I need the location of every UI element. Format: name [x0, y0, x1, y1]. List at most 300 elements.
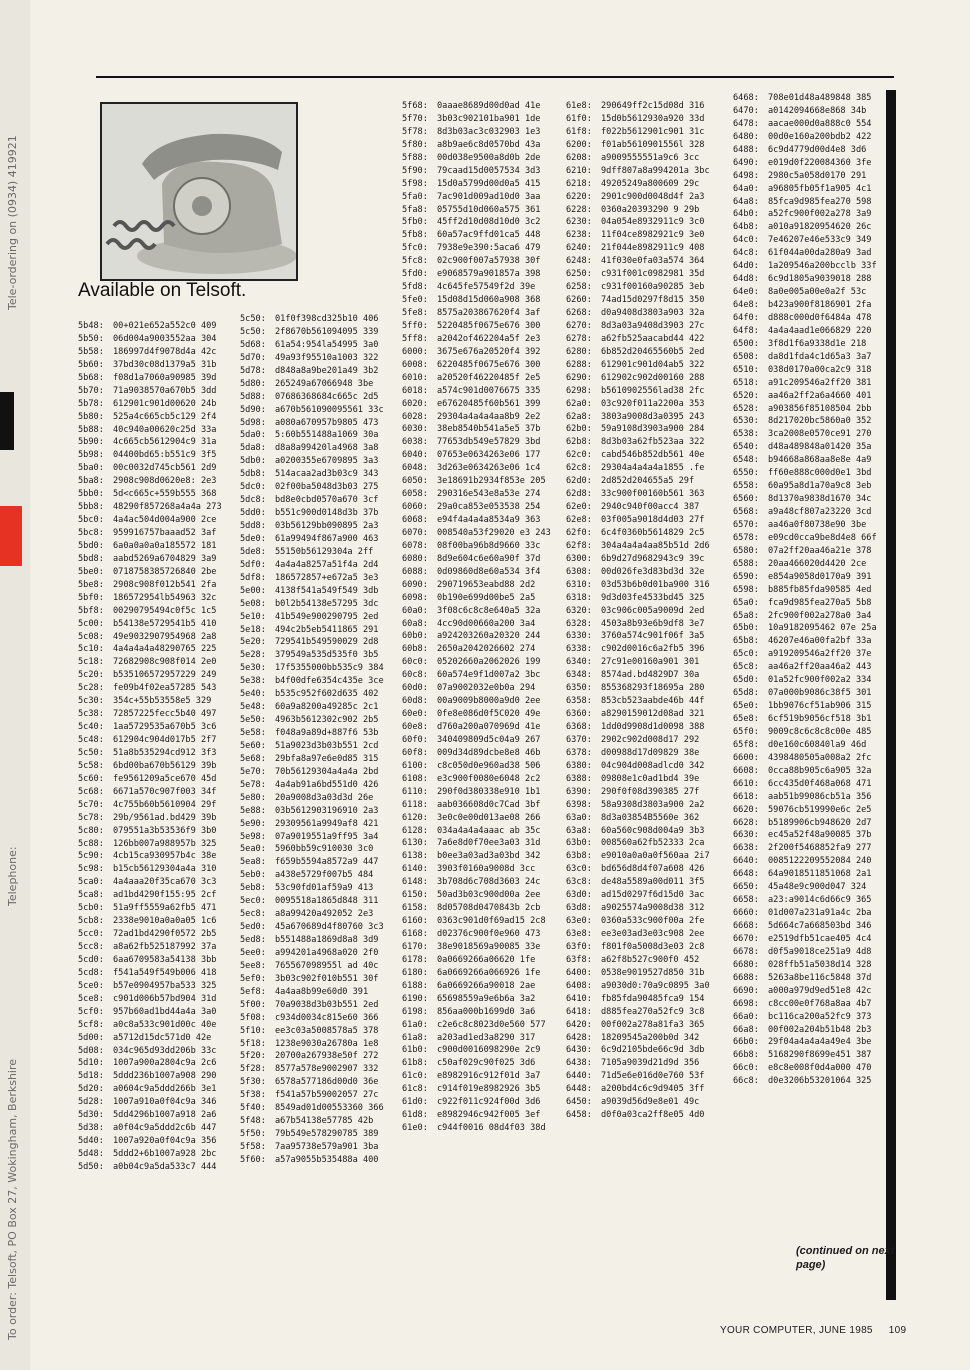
- line-address: 5b78:: [78, 398, 104, 409]
- line-code: 8d3b03a62fb523aa 322: [601, 437, 705, 448]
- line-address: 6540:: [733, 442, 759, 453]
- line-address: 6638:: [733, 843, 759, 854]
- line-address: 5c98:: [78, 864, 104, 875]
- line-address: 6508:: [733, 351, 759, 362]
- strip-red-mark: [0, 506, 22, 566]
- line-address: 5c60:: [78, 773, 104, 784]
- listing-line: [78, 838, 236, 851]
- line-code: 8d3a03854B5560e 362: [601, 812, 700, 823]
- listing-line: [733, 144, 893, 157]
- line-address: 65f8:: [733, 739, 759, 750]
- listing-line: [733, 907, 893, 920]
- listing-line: [402, 682, 567, 695]
- line-code: aacae000d0a888c0 554: [768, 118, 872, 129]
- line-address: 66b0:: [733, 1037, 759, 1048]
- listing-line: [733, 959, 893, 972]
- line-code: 07a000b9086c38f5 301: [768, 688, 872, 699]
- listing-line: [566, 760, 736, 773]
- listing-line: [78, 928, 236, 941]
- listing-line: [78, 1057, 236, 1070]
- line-code: 3e0c0e00d013ae08 266: [437, 812, 541, 823]
- line-address: 5d50:: [78, 1161, 104, 1172]
- line-code: 59076cb519990e6c 2e5: [768, 804, 872, 815]
- line-code: da8d1fda4c1d65a3 3a7: [768, 351, 872, 362]
- line-code: d0e160c60840la9 46d: [768, 739, 867, 750]
- line-code: b5189906cb948620 2d7: [768, 817, 872, 828]
- line-address: 6108:: [402, 773, 428, 784]
- listing-line: [78, 631, 236, 644]
- listing-line: [733, 661, 893, 674]
- line-code: c50af029c90f025 3d6: [437, 1058, 536, 1069]
- line-code: f022b5612901c901 31c: [601, 126, 705, 137]
- listing-line: [240, 792, 405, 805]
- listing-line: [566, 255, 736, 268]
- listing-line: [566, 786, 736, 799]
- listing-line: [240, 999, 405, 1012]
- line-address: 6480:: [733, 131, 759, 142]
- listing-line: [733, 196, 893, 209]
- listing-line: [240, 960, 405, 973]
- listing-line: [78, 876, 236, 889]
- line-code: b885fb85fda90585 4ed: [768, 584, 872, 595]
- listing-line: [240, 649, 405, 662]
- line-address: 5f10:: [240, 1025, 266, 1036]
- listing-line: [240, 805, 405, 818]
- line-address: 5c38:: [78, 709, 104, 720]
- line-address: 6210:: [566, 165, 592, 176]
- line-address: 5c80:: [78, 825, 104, 836]
- line-address: 6620:: [733, 804, 759, 815]
- listing-line: [402, 229, 567, 242]
- listing-line: [402, 501, 567, 514]
- listing-line: [733, 377, 893, 390]
- line-code: 008540a53f29020 e3 243: [437, 527, 551, 538]
- line-address: 64d8:: [733, 274, 759, 285]
- listing-line: [240, 1076, 405, 1089]
- binding-strip: [0, 0, 30, 1370]
- listing-line: [566, 488, 736, 501]
- line-address: 5fa0:: [402, 191, 428, 202]
- line-address: 6500:: [733, 338, 759, 349]
- line-address: 6398:: [566, 799, 592, 810]
- listing-line: [566, 281, 736, 294]
- line-code: a9a48cf807a23220 3cd: [768, 507, 872, 517]
- line-code: 354c+55b53558e5 329: [113, 696, 212, 707]
- line-code: 01a52fc900f002a2 334: [768, 675, 872, 686]
- listing-line: [566, 126, 736, 139]
- listing-line: [240, 1038, 405, 1051]
- line-address: 6278:: [566, 333, 592, 344]
- line-address: 5b98:: [78, 450, 104, 461]
- line-code: 41f030e0fa03a574 364: [601, 256, 705, 267]
- line-address: 5c00:: [78, 618, 104, 629]
- listing-line: [566, 307, 736, 320]
- listing-line: [402, 449, 567, 462]
- line-code: 03c920f011a2200a 353: [601, 398, 705, 409]
- line-code: 514acaa2ad3b03c9 343: [275, 469, 379, 480]
- listing-line: [240, 494, 405, 507]
- listing-line: [566, 372, 736, 385]
- line-address: 6238:: [566, 230, 592, 241]
- order-address-text: To order: Telsoft, PO Box 27, Wokingham, Berkshire: [6, 1058, 19, 1340]
- line-code: 02f00ba5048d3b03 275: [275, 482, 379, 493]
- listing-line: [78, 320, 236, 333]
- line-code: 41b549e900290795 2ed: [275, 611, 379, 622]
- line-address: 6550:: [733, 468, 759, 479]
- line-address: 6260:: [566, 295, 592, 306]
- listing-line: [78, 889, 236, 902]
- line-address: 5c50:: [240, 314, 266, 324]
- listing-line: [402, 605, 567, 618]
- line-code: b4f00dfe6354c435e 3ce: [275, 676, 384, 687]
- line-address: 66a8:: [733, 1024, 759, 1035]
- line-code: c944f0016 08d4f03 38d: [437, 1123, 546, 1134]
- line-code: a96805fb05f1a905 4c1: [768, 183, 872, 194]
- line-code: b0ee3a03ad3a03bd 342: [437, 851, 541, 862]
- line-address: 6168:: [402, 929, 428, 939]
- line-address: 6688:: [733, 972, 759, 983]
- line-code: 8d05708d0470843b 2cb: [437, 903, 541, 914]
- line-code: 8d1370a9838d1670 34c: [768, 494, 872, 505]
- line-address: 5f70:: [402, 113, 428, 124]
- line-address: 5f88:: [402, 152, 428, 163]
- line-code: 0aaae8689d00d0ad 41e: [437, 101, 541, 111]
- line-address: 5e50:: [240, 715, 266, 726]
- line-code: 38eb8540b541a5e5 37b: [437, 424, 541, 435]
- line-code: d00988d17d09829 38e: [601, 747, 700, 758]
- line-address: 6658:: [733, 895, 759, 906]
- listing-line: [402, 191, 567, 204]
- listing-line: [733, 454, 893, 467]
- line-address: 5d88:: [240, 391, 266, 402]
- line-code: 29304a4a4a4aa8b9 2e2: [437, 411, 541, 422]
- photo-caption: Available on Telsoft.: [78, 280, 247, 301]
- line-address: 61b8:: [402, 1058, 428, 1069]
- line-address: 6680:: [733, 959, 759, 970]
- listing-line: [566, 204, 736, 217]
- line-address: 65d8:: [733, 688, 759, 699]
- line-code: 290f0d380338e910 1b1: [437, 786, 541, 797]
- line-code: 70a9038d3b03b551 2ed: [275, 999, 379, 1010]
- line-code: fca9d985fea270a5 5b8: [768, 597, 872, 608]
- listing-line: [733, 881, 893, 894]
- line-code: a903856f85108504 2bb: [768, 403, 872, 414]
- line-address: 6628:: [733, 817, 759, 828]
- line-code: 20700a267938e50f 272: [275, 1051, 379, 1062]
- listing-line: [402, 760, 567, 773]
- line-code: 1a209546a200bcclb 33f: [768, 261, 877, 272]
- line-code: a0b04c9a5da533c7 444: [113, 1161, 217, 1172]
- line-address: 6068:: [402, 515, 428, 525]
- line-address: 6640:: [733, 856, 759, 867]
- line-address: 6340:: [566, 657, 592, 668]
- line-code: 29a0ca853e053538 254: [437, 502, 541, 513]
- line-code: 07a9002032e0b0a 294: [437, 683, 536, 694]
- line-address: 6190:: [402, 993, 428, 1004]
- line-code: 71d5e6e016d0e760 53f: [601, 1071, 705, 1082]
- listing-line: [240, 1025, 405, 1038]
- listing-line: [566, 139, 736, 152]
- listing-line: [733, 351, 893, 364]
- listing-line: [402, 307, 567, 320]
- listing-line: [78, 915, 236, 928]
- line-code: 5263a8be116c5848 37d: [768, 972, 872, 983]
- line-code: 48290f857268a4a4a 273: [113, 502, 222, 513]
- line-address: 6560:: [733, 494, 759, 505]
- line-code: 6aa6709583a54138 3bb: [113, 954, 217, 965]
- listing-line: [240, 662, 405, 675]
- line-address: 5f80:: [402, 139, 428, 150]
- line-address: 6448:: [566, 1084, 592, 1095]
- line-code: 6a0669266a90018 2ae: [437, 980, 536, 991]
- listing-line: [733, 933, 893, 946]
- listing-line: [240, 1115, 405, 1128]
- line-address: 6318:: [566, 592, 592, 603]
- line-code: 11f04ce8982921c9 3e0: [601, 230, 705, 241]
- line-address: 6298:: [566, 385, 592, 396]
- listing-line: [733, 325, 893, 338]
- line-code: 79caad15d0057534 3d3: [437, 165, 541, 176]
- line-code: fb85fda90485fca9 154: [601, 993, 705, 1004]
- listing-line: [402, 540, 567, 553]
- line-code: aa46a2ff20aa46a2 443: [768, 662, 872, 673]
- line-code: 03b56129bb090895 2a3: [275, 521, 379, 531]
- line-address: 5f30:: [240, 1077, 266, 1088]
- line-code: 17f5355000bb535c9 384: [275, 663, 384, 674]
- line-address: 6090:: [402, 579, 428, 590]
- listing-line: [733, 118, 893, 131]
- line-address: 64a0:: [733, 183, 759, 194]
- listing-line: [733, 635, 893, 648]
- listing-line: [566, 540, 736, 553]
- line-address: 6058:: [402, 489, 428, 500]
- line-code: d888c000d0f6484a 478: [768, 312, 872, 323]
- listing-line: [402, 204, 567, 217]
- line-code: 290316e543e8a53e 274: [437, 489, 541, 500]
- line-address: 63a8:: [566, 825, 592, 836]
- listing-line: [733, 247, 893, 260]
- listing-line: [240, 908, 405, 921]
- listing-line: [402, 462, 567, 475]
- line-address: 66a0:: [733, 1011, 759, 1022]
- listing-line: [566, 501, 736, 514]
- line-address: 5cc8:: [78, 942, 104, 952]
- listing-line: [402, 773, 567, 786]
- line-code: 64a9018511851068 2a1: [768, 869, 872, 880]
- line-code: 4a4aaa20f35ca670 3c3: [113, 877, 217, 888]
- line-code: 2902c902d008d17 292: [601, 734, 700, 745]
- line-code: 05202660a2062026 199: [437, 657, 541, 668]
- line-code: 01d007a231a91a4c 2ba: [768, 908, 872, 919]
- line-code: bd8e0cbd0570a670 3cf: [275, 495, 379, 506]
- line-code: 5960bb59c910030 3c0: [275, 844, 374, 855]
- listing-line: [566, 1096, 736, 1109]
- listing-line: [733, 273, 893, 286]
- line-code: f541a549f549b006 418: [113, 967, 217, 978]
- listing-line: [566, 449, 736, 462]
- line-code: fe9561209a5ce670 45d: [113, 773, 217, 784]
- line-code: d48a489848a01420 35a: [768, 442, 872, 453]
- line-address: 5b70:: [78, 385, 104, 396]
- listing-line: [566, 863, 736, 876]
- line-code: 2908c908f012b541 2fa: [113, 579, 217, 590]
- listing-line: [566, 178, 736, 191]
- listing-line: [733, 700, 893, 713]
- listing-line: [733, 842, 893, 855]
- line-code: 4138f541a549f549 3db: [275, 585, 379, 596]
- line-code: e019d0f220084360 3fe: [768, 157, 872, 168]
- listing-line: [402, 695, 567, 708]
- listing-line: [566, 1109, 736, 1122]
- line-address: 5f28:: [240, 1064, 266, 1075]
- line-code: 0538e9019527d850 31b: [601, 967, 705, 978]
- listing-line: [733, 687, 893, 700]
- line-address: 6270:: [566, 320, 592, 331]
- line-code: 3f08c6c8c8e640a5 32a: [437, 605, 541, 616]
- line-address: 60b8:: [402, 644, 428, 655]
- line-code: 29f04a4a4a4a49e4 3be: [768, 1037, 872, 1048]
- listing-line: [240, 947, 405, 960]
- line-code: 51a8b535294cd912 3f3: [113, 747, 217, 758]
- listing-line: [78, 747, 236, 760]
- listing-line: [733, 1049, 893, 1062]
- line-address: 65d0:: [733, 675, 759, 686]
- listing-line: [240, 1102, 405, 1115]
- line-code: 45ff2d10d08d10d0 3c2: [437, 217, 541, 228]
- listing-line: [566, 967, 736, 980]
- listing-line: [78, 1122, 236, 1135]
- line-address: 5f68:: [402, 101, 428, 111]
- listing-line: [78, 1045, 236, 1058]
- listing-line: [78, 501, 236, 514]
- listing-line: [402, 398, 567, 411]
- line-code: a000a979d9ed51e8 42c: [768, 985, 872, 996]
- line-address: 6268:: [566, 308, 592, 318]
- listing-line: [78, 398, 236, 411]
- line-code: 49a93f95510a1003 322: [275, 352, 379, 363]
- listing-line: [566, 113, 736, 126]
- listing-line: [240, 779, 405, 792]
- line-code: e3c900f0080e6048 2c2: [437, 773, 541, 784]
- line-address: 6470:: [733, 105, 759, 116]
- listing-line: [240, 624, 405, 637]
- line-address: 6030:: [402, 424, 428, 435]
- listing-line: [78, 825, 236, 838]
- line-code: 4a4a4aad1e066829 220: [768, 325, 872, 336]
- listing-line: [240, 1050, 405, 1063]
- line-code: 3675e676a20520f4 392: [437, 346, 541, 357]
- line-code: a8b9ae6c8d0570bd 43a: [437, 139, 541, 150]
- listing-line: [733, 894, 893, 907]
- line-address: 62d0:: [566, 476, 592, 487]
- line-address: 5eb0:: [240, 870, 266, 881]
- listing-line: [733, 1062, 893, 1075]
- line-address: 6608:: [733, 765, 759, 776]
- listing-line: [566, 656, 736, 669]
- listing-line: [78, 1019, 236, 1032]
- listing-line: [240, 546, 405, 559]
- line-code: 15d08d15d060a908 368: [437, 295, 541, 306]
- listing-line: [240, 598, 405, 611]
- line-code: 00f002a204b51b48 2b3: [768, 1024, 872, 1035]
- line-code: 2f8670b561094095 339: [275, 326, 379, 337]
- line-address: 6378:: [566, 747, 592, 758]
- line-address: 5b68:: [78, 372, 104, 383]
- line-code: 05755d10d060a575 361: [437, 204, 541, 215]
- listing-line: [566, 825, 736, 838]
- listing-line: [402, 850, 567, 863]
- line-address: 6188:: [402, 980, 428, 991]
- line-address: 64f8:: [733, 325, 759, 336]
- listing-line: [240, 740, 405, 753]
- line-code: 5dd4296b1007a918 2a6: [113, 1110, 217, 1121]
- line-address: 6148:: [402, 877, 428, 888]
- line-address: 5c68:: [78, 786, 104, 797]
- line-code: b15cb56129304a4a 310: [113, 864, 217, 875]
- page-number: 109: [888, 1325, 907, 1336]
- listing-line: [566, 1006, 736, 1019]
- line-address: 5bd0:: [78, 540, 104, 551]
- line-code: 1007a900a2804c9a 2c6: [113, 1058, 217, 1069]
- listing-line: [240, 921, 405, 934]
- listing-line: [566, 566, 736, 579]
- listing-line: [733, 1075, 893, 1088]
- listing-line: [733, 558, 893, 571]
- line-code: 00d038e9500a8d0b 2de: [437, 152, 541, 163]
- listing-line: [78, 359, 236, 372]
- line-code: b5610902556lad38 2fc: [601, 385, 705, 396]
- line-address: 6038:: [402, 437, 428, 448]
- listing-line: [78, 1083, 236, 1096]
- listing-line: [402, 915, 567, 928]
- line-address: 5d98:: [240, 417, 266, 428]
- line-address: 6290:: [566, 372, 592, 383]
- line-address: 6088:: [402, 566, 428, 577]
- line-address: 6348:: [566, 670, 592, 681]
- line-code: a9025574a9008d38 312: [601, 903, 705, 914]
- line-code: 09808e1c0ad1bd4 39e: [601, 773, 700, 784]
- line-address: 5cf8:: [78, 1019, 104, 1030]
- listing-line: [566, 152, 736, 165]
- listing-line: [566, 837, 736, 850]
- line-address: 5e38:: [240, 676, 266, 687]
- listing-column-3: [402, 100, 567, 1135]
- line-code: 00a9009b8000a9d0 2ee: [437, 696, 541, 707]
- line-address: 6438:: [566, 1058, 592, 1069]
- line-code: 008560a62fb52333 2ca: [601, 838, 705, 849]
- line-code: 29bfa8a97e6e0d85 315: [275, 753, 379, 764]
- listing-line: [402, 747, 567, 760]
- listing-line: [402, 643, 567, 656]
- line-address: 5ce0:: [78, 980, 104, 991]
- line-code: a5712d15dc571d0 42e: [113, 1032, 212, 1043]
- line-address: 6530:: [733, 416, 759, 427]
- line-address: 5e80:: [240, 792, 266, 803]
- line-address: 63f8:: [566, 954, 592, 965]
- listing-line: [566, 708, 736, 721]
- listing-line: [240, 404, 405, 417]
- listing-line: [566, 359, 736, 372]
- line-address: 6578:: [733, 532, 759, 543]
- line-address: 5dd0:: [240, 508, 266, 519]
- line-address: 62c0:: [566, 450, 592, 461]
- line-code: cabd546b852db561 40e: [601, 450, 705, 461]
- line-code: 55150b56129304a 2ff: [275, 546, 374, 557]
- line-address: 5f98:: [402, 178, 428, 189]
- line-address: 61c8:: [402, 1084, 428, 1095]
- line-address: 5fc8:: [402, 256, 428, 267]
- listing-line: [566, 579, 736, 592]
